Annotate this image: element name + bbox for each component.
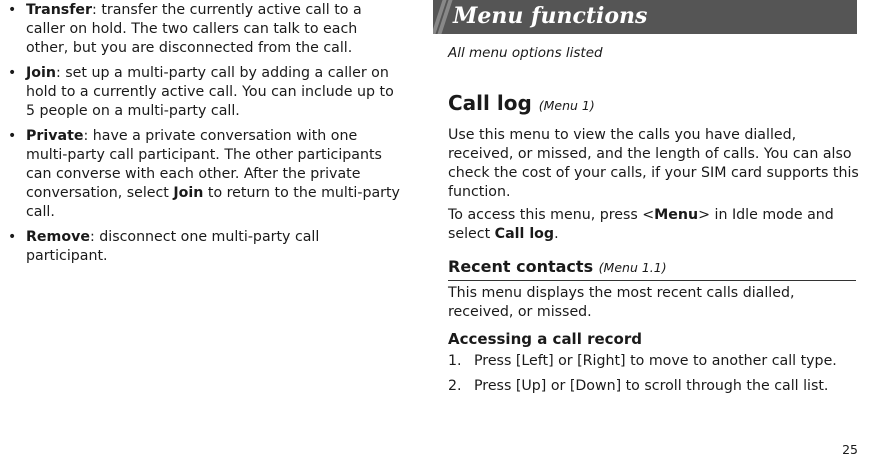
- page-number: 25: [842, 442, 858, 457]
- step-text: Press [Left] or [Right] to move to another call type.: [474, 353, 837, 369]
- key-menu: Menu: [654, 207, 699, 223]
- step-item: [448, 352, 860, 371]
- menu-ref: (Menu 1): [538, 98, 595, 113]
- term-remove: Remove: [26, 229, 90, 245]
- bullet-icon: •: [8, 229, 17, 245]
- text: > in Idle mode and select: [448, 207, 834, 242]
- call-log-description: Use this menu to view the calls you have dialled, received, or missed, and the length of calls. You can also check the cost of your calls, if your SIM card supports this function.: [448, 127, 859, 200]
- recent-contacts-heading: [448, 257, 667, 278]
- step-number: 1.: [448, 353, 462, 369]
- left-column: [8, 0, 403, 272]
- term-private: Private: [26, 128, 84, 144]
- term-join-inline: Join: [173, 185, 204, 201]
- text: To access this menu, press <: [448, 207, 655, 223]
- item-text: : set up a multi-party call by adding a caller on hold to a currently active call. You can include up to 5 people on a multi-party call.: [26, 65, 394, 119]
- divider: [448, 280, 856, 281]
- list-item: [8, 127, 403, 222]
- step-number: 2.: [448, 378, 462, 394]
- call-log-access-instructions: [448, 206, 860, 244]
- heading-text: Recent contacts: [448, 257, 594, 276]
- menu-ref: (Menu 1.1): [598, 260, 667, 275]
- list-item: [8, 64, 403, 121]
- item-text: : disconnect one multi-party call participant.: [26, 229, 320, 264]
- heading-text: Call log: [448, 91, 532, 115]
- conference-options-list: [8, 1, 403, 266]
- banner-title: Menu functions: [453, 3, 648, 29]
- item-text-continued: to return to the multi-party call.: [26, 185, 400, 220]
- recent-contacts-description: This menu displays the most recent calls dialled, received, or missed.: [448, 285, 795, 320]
- section-banner: [433, 0, 857, 34]
- step-text: Press [Up] or [Down] to scroll through the call list.: [474, 378, 829, 394]
- term-join: Join: [26, 65, 56, 81]
- term-transfer: Transfer: [26, 2, 93, 18]
- item-text: : have a private conversation with one multi-party call participant. The other participants can converse with each other. After the private conversation, select: [26, 128, 382, 201]
- list-item: [8, 228, 403, 266]
- menu-call-log: Call log: [494, 226, 555, 242]
- bullet-icon: •: [8, 2, 17, 18]
- accessing-heading: Accessing a call record: [448, 330, 642, 348]
- step-item: [448, 377, 860, 396]
- call-log-heading: [448, 90, 595, 119]
- text: .: [554, 226, 559, 242]
- subnote: All menu options listed: [448, 45, 603, 61]
- bullet-icon: •: [8, 128, 17, 144]
- list-item: [8, 1, 403, 58]
- bullet-icon: •: [8, 65, 17, 81]
- steps-list: [448, 352, 860, 402]
- item-text: : transfer the currently active call to a caller on hold. The two callers can talk to each other, but you are disconnected from the call.: [26, 2, 362, 56]
